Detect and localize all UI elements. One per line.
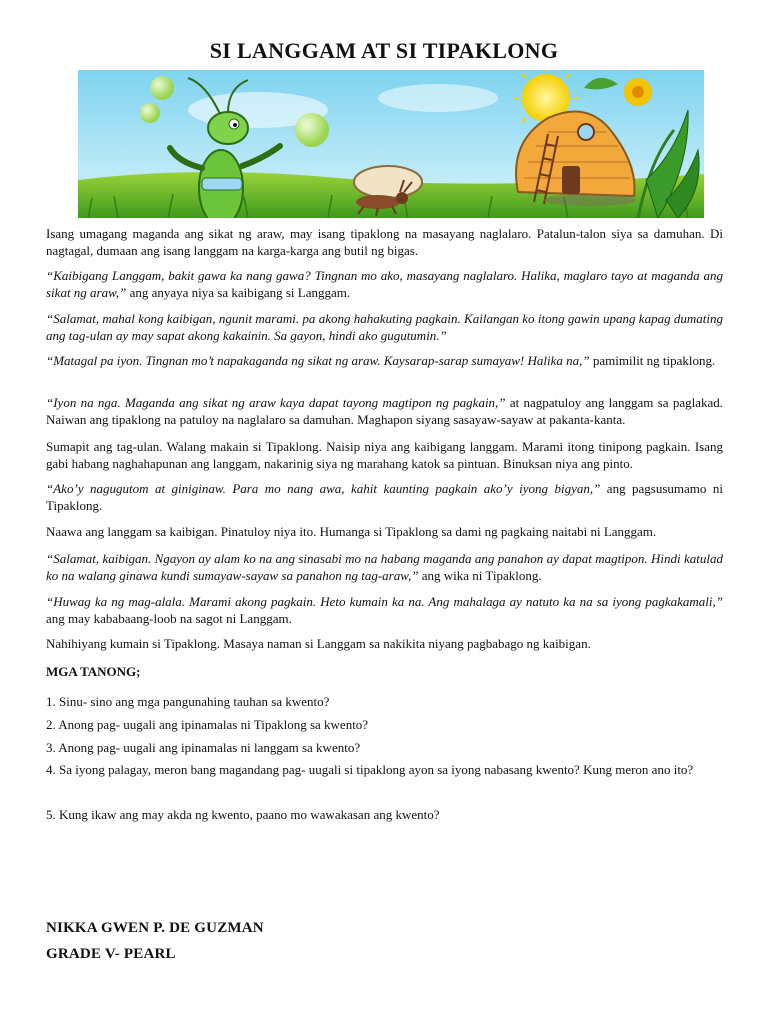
author-name: NIKKA GWEN P. DE GUZMAN [46,920,264,936]
question-item: 4. Sa iyong palagay, meron bang magandang pag- uugali si tipaklong ayon sa iyong nabasang kwento? Kung meron ano ito? [46,762,694,777]
story-paragraph: Nahihiyang kumain si Tipaklong. Masaya naman si Langgam sa nakikita niyang pagbabago ng kaibigan. [46,636,591,651]
grasshopper-and-ant-illustration [78,70,704,218]
question-item: 3. Anong pag- uugali ang ipinamalas ni langgam sa kwento? [46,740,361,755]
story-paragraph: Isang umagang maganda ang sikat ng araw, may isang tipaklong na masayang naglalaro. Patalun-talon siya sa damuhan. Di nagtagal, dumaan ang isang langgam na karga-karga ang butil ng bigas. [46,226,723,258]
story-paragraph: Naawa ang langgam sa kaibigan. Pinatuloy niya ito. Humanga si Tipaklong sa dami ng pagkaing naitabi ni Langgam. [46,524,657,539]
story-paragraph: “Salamat, kaibigan. Ngayon ay alam ko na ang sinasabi mo na habang maganda ang panahon ay dapat magtipon. Hindi katulad ko na walang ginawa kundi sumayaw-sayaw sa panahon ng tag-araw,” ang wika ni Tipaklong. [46,551,723,583]
story-paragraph: “Salamat, mahal kong kaibigan, ngunit marami. pa akong hahakuting pagkain. Kailangan ko itong gawin upang kapag dumating ang tag-ulan ay may sapat akong kakainin. Sa gayon, hindi ako gugutumin.” [46,311,723,343]
story-paragraph: “Huwag ka ng mag-alala. Marami akong pagkain. Heto kumain ka na. Ang mahalaga ay natuto ka na sa iyong pagkakamali,” ang may kababaang-loob na sagot ni Langgam. [46,594,723,626]
questions-heading: MGA TANONG; [46,664,141,679]
story-paragraph: Sumapit ang tag-ulan. Walang makain si Tipaklong. Naisip niya ang kaibigang langgam. Marami itong tinipong pagkain. Isang gabi habang naghahapunan ang langgam, nakarinig siya ng marahang katok sa pintuan. Binuksan niya ang pinto. [46,439,723,471]
story-paragraph: “Kaibigang Langgam, bakit gawa ka nang gawa? Tingnan mo ako, masayang naglalaro. Halika, maglaro tayo at maganda ang sikat ng araw,” ang anyaya niya sa kaibigang si Langgam. [46,268,723,300]
question-item: 2. Anong pag- uugali ang ipinamalas ni Tipaklong sa kwento? [46,717,369,732]
page-title: SI LANGGAM AT SI TIPAKLONG [209,38,559,63]
question-item: 1. Sinu- sino ang mga pangunahing tauhan sa kwento? [46,694,330,709]
grade-section: GRADE V- PEARL [46,946,176,962]
story-paragraph: “Matagal pa iyon. Tingnan mo’t napakaganda ng sikat ng araw. Kaysarap-sarap sumayaw! Halika na,” pamimilit ng tipaklong. [46,353,716,368]
story-paragraph: “Ako’y nagugutom at giniginaw. Para mo nang awa, kahit kaunting pagkain ako’y iyong bigyan,” ang pagsusumamo ni Tipaklong. [46,481,723,513]
story-paragraph: “Iyon na nga. Maganda ang sikat ng araw kaya dapat tayong magtipon ng pagkain,” at nagpatuloy ang langgam sa paglakad. Naiwan ang tipaklong na patuloy na naglalaro sa damuhan. Maghapon siyang sasayaw-sayaw at pakanta-kanta. [46,395,724,427]
question-item: 5. Kung ikaw ang may akda ng kwento, paano mo wawakasan ang kwento? [46,807,440,822]
